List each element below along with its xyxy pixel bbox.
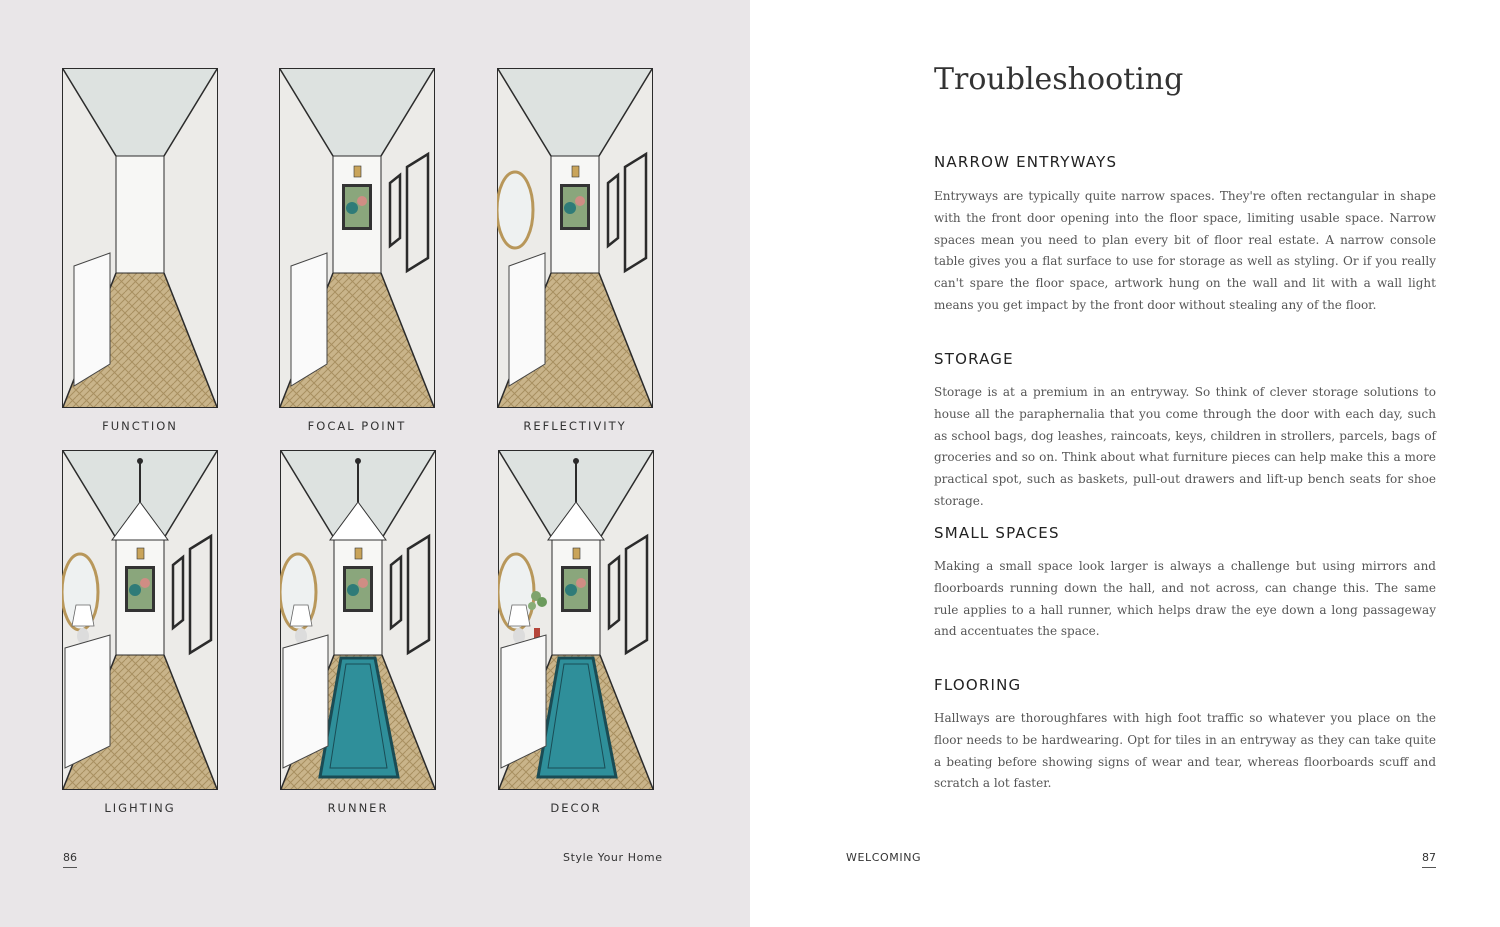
- illustration-reflectivity: [497, 68, 653, 408]
- heading-storage: STORAGE: [934, 350, 1014, 368]
- caption-runner: RUNNER: [327, 801, 389, 815]
- body-storage: Storage is at a premium in an entryway. So think of clever storage solutions to house all the paraphernalia that you come through the door with each day, such as school bags, dog leashes, raincoats, keys, children in strollers, parcels, bags of groceries and so on. Think about what furniture pieces can help make this a more practical spot, such as baskets, pull-out drawers and lift-up bench seats for shoe storage.: [934, 385, 1436, 508]
- illustration-function: [62, 68, 218, 408]
- caption-lighting: LIGHTING: [104, 801, 176, 815]
- body-small-spaces: Making a small space look larger is always a challenge but using mirrors and floorboards running down the hall, and not across, can change this. The same rule applies to a hall runner, which helps draw the eye down a long passageway and accentuates the space.: [934, 559, 1436, 639]
- running-title-right: WELCOMING: [846, 851, 922, 864]
- right-page: [750, 0, 1500, 927]
- page-number-right: 87: [1422, 851, 1436, 868]
- heading-flooring: FLOORING: [934, 676, 1022, 694]
- illustration-decor: [498, 450, 654, 790]
- caption-focal-point: FOCAL POINT: [307, 419, 407, 433]
- illustration-runner: [280, 450, 436, 790]
- heading-small-spaces: SMALL SPACES: [934, 524, 1060, 542]
- running-title-left: Style Your Home: [563, 851, 663, 864]
- caption-reflectivity: REFLECTIVITY: [523, 419, 627, 433]
- caption-function: FUNCTION: [102, 419, 178, 433]
- illustration-focal-point: [279, 68, 435, 408]
- page-title: Troubleshooting: [934, 62, 1184, 97]
- body-flooring: Hallways are thoroughfares with high foot traffic so whatever you place on the floor needs to be hardwearing. Opt for tiles in an entryway as they can take quite a beating before showing signs of wear and tear, whereas floorboards scuff and scratch a lot faster.: [934, 711, 1436, 791]
- heading-narrow-entryways: NARROW ENTRYWAYS: [934, 153, 1118, 171]
- illustration-lighting: [62, 450, 218, 790]
- body-narrow-entryways: Entryways are typically quite narrow spaces. They're often rectangular in shape with the front door opening into the floor space, limiting usable space. Narrow spaces mean you need to plan every bit of floor real estate. A narrow console table gives you a flat surface to use for storage as well as styling. Or if you really can't spare the floor space, artwork hung on the wall and lit with a wall light means you get impact by the front door without stealing any of the floor.: [934, 189, 1436, 312]
- caption-decor: DECOR: [550, 801, 602, 815]
- page-number-left: 86: [63, 851, 77, 868]
